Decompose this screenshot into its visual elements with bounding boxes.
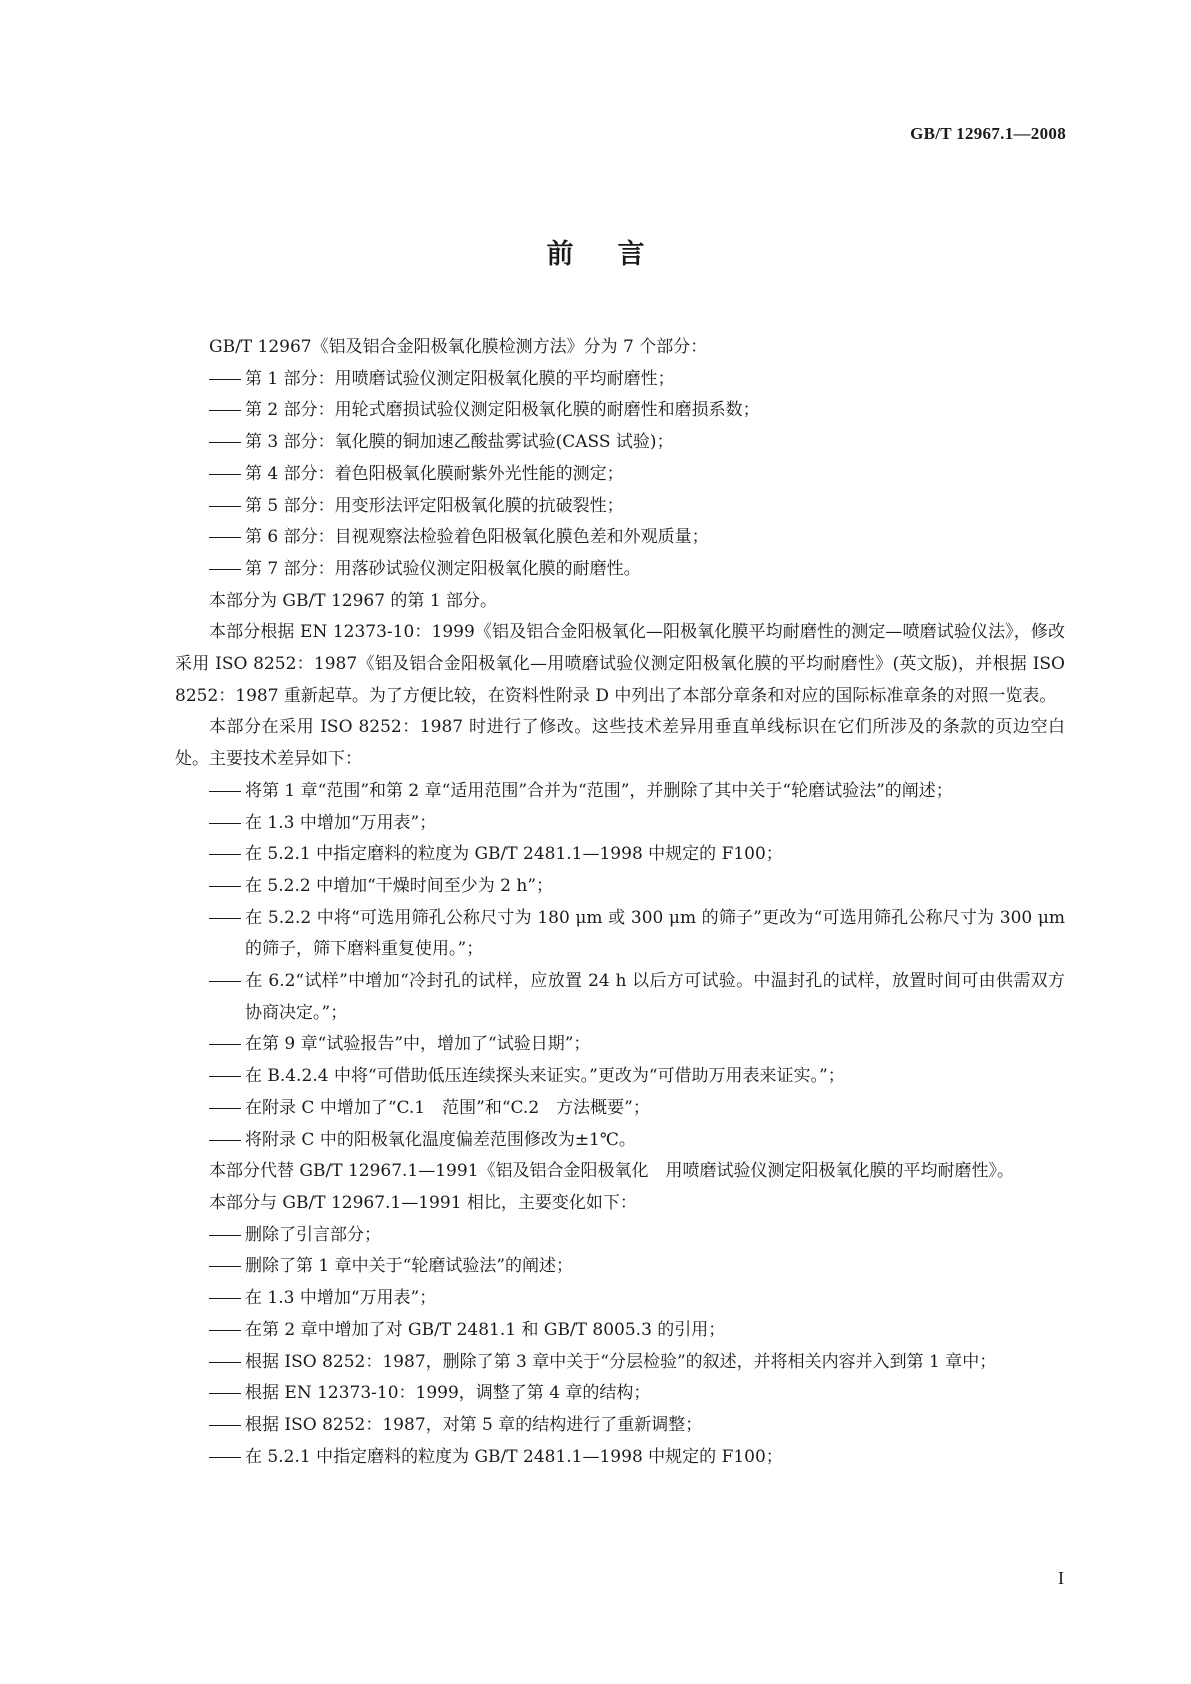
list-item: 在 5.2.1 中指定磨料的粒度为 GB/T 2481.1—1998 中规定的 F100； [175,839,1065,871]
list-item: 在 5.2.1 中指定磨料的粒度为 GB/T 2481.1—1998 中规定的 F100； [175,1442,1065,1474]
paragraph: 本部分与 GB/T 12967.1—1991 相比，主要变化如下： [209,1192,637,1213]
paragraph: 本部分为 GB/T 12967 的第 1 部分。 [209,590,498,611]
list-item: 根据 ISO 8252：1987，删除了第 3 章中关于“分层检验”的叙述，并将相关内容并入到第 1 章中； [175,1347,1065,1379]
list-item: 删除了引言部分； [175,1220,1065,1252]
list-item: 将第 1 章“范围”和第 2 章“适用范围”合并为“范围”，并删除了其中关于“轮磨试验法”的阐述； [175,776,1065,808]
list-item: 在第 9 章“试验报告”中，增加了“试验日期”； [175,1029,1065,1061]
foreword-body [175,332,1065,1473]
list-item: 第 2 部分：用轮式磨损试验仪测定阳极氧化膜的耐磨性和磨损系数； [175,395,1065,427]
list-item: 第 4 部分：着色阳极氧化膜耐紫外光性能的测定； [175,459,1065,491]
list-item: 在 5.2.2 中将“可选用筛孔公称尺寸为 180 μm 或 300 μm 的筛子”更改为“可选用筛孔公称尺寸为 300 μm 的筛子，筛下磨料重复使用。”； [175,903,1065,966]
list-item: 在 6.2“试样”中增加“冷封孔的试样，应放置 24 h 以后方可试验。中温封孔的试样，放置时间可由供需双方协商决定。”； [175,966,1065,1029]
paragraph: 本部分在采用 ISO 8252：1987 时进行了修改。这些技术差异用垂直单线标识在它们所涉及的条款的页边空白处。主要技术差异如下： [175,717,1065,770]
list-item: 根据 EN 12373-10：1999，调整了第 4 章的结构； [175,1378,1065,1410]
list-item: 第 5 部分：用变形法评定阳极氧化膜的抗破裂性； [175,491,1065,523]
list-item: 根据 ISO 8252：1987，对第 5 章的结构进行了重新调整； [175,1410,1065,1442]
page-number: I [1058,1568,1064,1588]
list-item: 第 1 部分：用喷磨试验仪测定阳极氧化膜的平均耐磨性； [175,364,1065,396]
list-item: 在 B.4.2.4 中将“可借助低压连续探头来证实。”更改为“可借助万用表来证实。”； [175,1061,1065,1093]
paragraph: 本部分根据 EN 12373-10：1999《铝及铝合金阳极氧化—阳极氧化膜平均耐磨性的测定—喷磨试验仪法》，修改采用 ISO 8252：1987《铝及铝合金阳极氧化—用喷磨试验仪测定阳极氧化膜的平均耐磨性》(英文版)，并根据 ISO 8252：1987 重新起草。为了方便比较，在资料性附录 D 中列出了本部分章条和对应的国际标准章条的对照一览表。 [175,622,1065,706]
list-item: 第 3 部分：氧化膜的铜加速乙酸盐雾试验(CASS 试验)； [175,427,1065,459]
list-item: 在附录 C 中增加了“C.1 范围”和“C.2 方法概要”； [175,1093,1065,1125]
list-item: 在 1.3 中增加“万用表”； [175,1283,1065,1315]
page-title: 前言 [546,239,689,270]
standard-number: GB/T 12967.1—2008 [910,124,1066,143]
list-item: 将附录 C 中的阳极氧化温度偏差范围修改为±1℃。 [175,1125,1065,1157]
list-item: 第 7 部分：用落砂试验仪测定阳极氧化膜的耐磨性。 [175,554,1065,586]
list-item: 在第 2 章中增加了对 GB/T 2481.1 和 GB/T 8005.3 的引用； [175,1315,1065,1347]
list-item: 在 5.2.2 中增加“干燥时间至少为 2 h”； [175,871,1065,903]
list-item: 在 1.3 中增加“万用表”； [175,808,1065,840]
paragraph: GB/T 12967《铝及铝合金阳极氧化膜检测方法》分为 7 个部分： [209,337,708,357]
paragraph: 本部分代替 GB/T 12967.1—1991《铝及铝合金阳极氧化 用喷磨试验仪测定阳极氧化膜的平均耐磨性》。 [209,1161,1015,1182]
list-item: 第 6 部分：目视观察法检验着色阳极氧化膜色差和外观质量； [175,522,1065,554]
list-item: 删除了第 1 章中关于“轮磨试验法”的阐述； [175,1251,1065,1283]
